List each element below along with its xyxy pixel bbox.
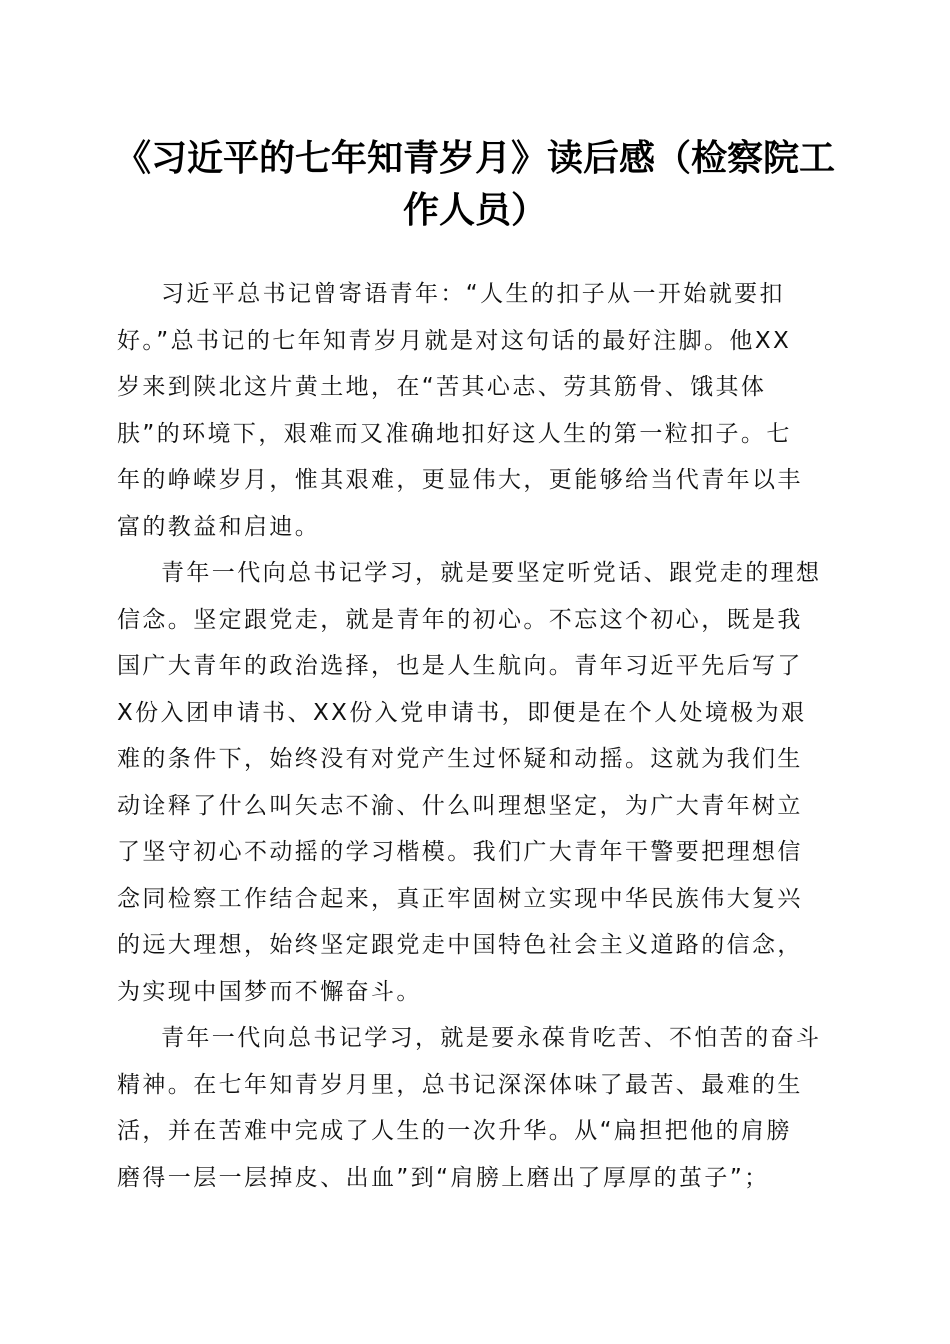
paragraph-line: X份入团申请书、XX份入党申请书，即便是在个人处境极为艰 [117,699,807,726]
paragraph-line: 活，并在苦难中完成了人生的一次升华。从“扁担把他的肩膀 [117,1118,792,1144]
title-line-2: 作人员） [402,189,547,231]
paragraph-line: 岁来到陕北这片黄土地，在“苦其心志、劳其筋骨、饿其体 [117,374,767,400]
paragraph-line: 青年一代向总书记学习，就是要坚定听党话、跟党走的理想 [161,560,822,586]
paragraph-line: 信念。坚定跟党走，就是青年的初心。不忘这个初心，既是我 [117,606,803,633]
paragraph-line: 为实现中国梦而不懈奋斗。 [117,978,422,1005]
paragraph-line: 青年一代向总书记学习，就是要永葆肯吃苦、不怕苦的奋斗 [161,1025,822,1051]
paragraph-line: 好。”总书记的七年知青岁月就是对这句话的最好注脚。他XX [117,327,792,354]
document-body [117,274,827,1204]
paragraph-2 [117,553,827,1018]
paragraph-1 [117,274,827,553]
paragraph-line: 肤”的环境下，艰难而又准确地扣好这人生的第一粒扣子。七 [117,420,792,447]
paragraph-line: 年的峥嵘岁月，惟其艰难，更显伟大，更能够给当代青年以丰 [117,467,803,493]
title-line-1: 《习近平的七年知青岁月》读后感（检察院工 [114,137,835,179]
paragraph-line: 动诠释了什么叫矢志不渝、什么叫理想坚定，为广大青年树立 [117,792,803,819]
paragraph-line: 念同检察工作结合起来，真正牢固树立实现中华民族伟大复兴 [117,885,803,912]
paragraph-line: 的远大理想，始终坚定跟党走中国特色社会主义道路的信念， [117,932,803,958]
paragraph-line: 了坚守初心不动摇的学习楷模。我们广大青年干警要把理想信 [117,839,803,865]
paragraph-line: 富的教益和启迪。 [117,513,321,540]
paragraph-line: 难的条件下，始终没有对党产生过怀疑和动摇。这就为我们生 [117,746,803,772]
paragraph-3 [117,1018,827,1204]
paragraph-line: 国广大青年的政治选择，也是人生航向。青年习近平先后写了 [117,653,803,679]
paragraph-line: 磨得一层一层掉皮、出血”到“肩膀上磨出了厚厚的茧子”； [117,1164,770,1191]
paragraph-line: 习近平总书记曾寄语青年：“人生的扣子从一开始就要扣 [161,281,785,307]
paragraph-line: 精神。在七年知青岁月里，总书记深深体味了最苦、最难的生 [117,1071,803,1098]
document-title [110,132,840,236]
